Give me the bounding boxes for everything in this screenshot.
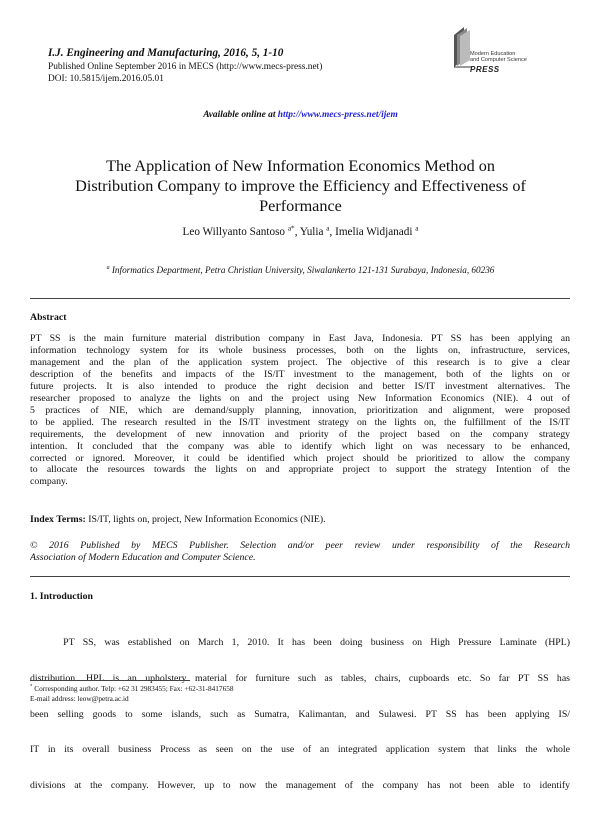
author-marker: a [326, 224, 330, 233]
doi: DOI: 10.5815/ijem.2016.05.01 [48, 74, 164, 84]
intro-line: IT in its overall business Process as seen on the use of an integrated application system that links the whole [30, 744, 570, 756]
footnote-marker: * [30, 684, 33, 690]
divider [30, 298, 570, 299]
abstract-line: 5 practices of NIE, which are demand/supply planning, innovation, prioritization and alignment, were proposed [30, 404, 570, 416]
available-online [0, 110, 601, 120]
abstract-body [30, 333, 570, 488]
index-terms-text: IS/IT, lights on, project, New Information Economics (NIE). [85, 514, 326, 525]
author-name: , Imelia Widjanadi [329, 226, 416, 238]
footnote-rule [30, 680, 190, 681]
logo-line-1: Modern Education [470, 51, 516, 57]
corresponding-author [30, 684, 234, 693]
affiliation [0, 265, 601, 275]
title-line: The Application of New Information Economics Method on [106, 157, 495, 175]
title-line: Distribution Company to improve the Efficiency and Effectiveness of [75, 177, 526, 195]
index-terms-label: Index Terms: [30, 514, 86, 525]
abstract-line: corrected or ignored. Moreover, it could be identified which project should be prioritized to allow the company [30, 452, 570, 464]
mecs-press-logo [452, 25, 547, 73]
abstract-heading: Abstract [30, 312, 67, 323]
logo-press: PRESS [470, 65, 500, 74]
email-address: E-mail address: leow@petra.ac.id [30, 694, 129, 703]
introduction-heading: 1. Introduction [30, 591, 93, 602]
available-prefix: Available online at [203, 110, 278, 120]
abstract-line: future projects. It is also intended to produce the right decision and better IS/IT investment alternatives. The [30, 380, 570, 392]
logo-line-2: and Computer Science [470, 57, 527, 64]
journal-citation: I.J. Engineering and Manufacturing, 2016, 5, 1-10 [48, 47, 284, 59]
title-line: Performance [259, 197, 342, 215]
corresponding-text: Corresponding author. Telp: +62 31 2983455; Fax: +62-31-8417658 [32, 684, 234, 693]
abstract-line: management and the plan of the application system project. The objective of this research is to give a clear [30, 356, 570, 368]
intro-line: PT SS, was established on March 1, 2010. It has been doing business on High Pressure Laminate (HPL) [30, 636, 570, 648]
copyright-notice [30, 540, 570, 564]
publication-info: Published Online September 2016 in MECS (http://www.mecs-press.net) [48, 62, 323, 72]
journal-link[interactable]: http://www.mecs-press.net/ijem [277, 110, 398, 120]
abstract-line: company. [30, 476, 68, 488]
abstract-line: information technology system for its whole business processes, both on the lights on, infrastructure, services, [30, 344, 570, 356]
abstract-line: researcher proposed to analyze the lights on and the project using New Information Economics (NIE). 4 out of [30, 392, 570, 404]
affiliation-marker: a [106, 264, 110, 271]
copyright-line: © 2016 Published by MECS Publisher. Selection and/or peer review under responsibility of the Research [30, 540, 570, 551]
abstract-line: intention. It concluded that the company was able to identify which light on was necessary to be enhanced, [30, 440, 570, 452]
author-marker: a* [287, 224, 295, 233]
abstract-line: requirements, the development of new innovation and priority of the project based on the company strategy [30, 428, 570, 440]
affiliation-text: Informatics Department, Petra Christian University, Siwalankerto 121-131 Surabaya, Indonesia, 60236 [109, 265, 495, 275]
author-name: Leo Willyanto Santoso [182, 226, 288, 238]
introduction-body [30, 613, 570, 804]
abstract-line: to allocate the resources towards the lights on and appropriate project to support the strategy Intention of the [30, 464, 570, 476]
paper-title [40, 156, 561, 216]
author-list [0, 226, 601, 238]
author-name: , Yulia [294, 226, 327, 238]
divider [30, 576, 570, 577]
intro-line: divisions at the company. However, up to now the management of the company has not been able to identify [30, 780, 570, 792]
index-terms [30, 514, 570, 526]
intro-line: been selling goods to some islands, such as Sumatra, Kalimantan, and Sulawesi. PT SS has been applying IS/ [30, 708, 570, 720]
abstract-line: description of the benefits and impacts of the IS/IT investment to the management, both of the lights on or [30, 368, 570, 380]
author-marker: a [415, 224, 419, 233]
abstract-line: PT SS is the main furniture material distribution company in East Java, Indonesia. PT SS has been applying an [30, 333, 570, 344]
intro-line: distribution. HPL is an upholstery material for furniture such as tables, chairs, cupboards etc. So far PT SS has [30, 672, 570, 684]
copyright-line: Association of Modern Education and Computer Science. [30, 551, 256, 563]
abstract-line: to be applied. The research resulted in the IS/IT investment strategy on the lights on, the fulfillment of the IS/IT [30, 416, 570, 428]
